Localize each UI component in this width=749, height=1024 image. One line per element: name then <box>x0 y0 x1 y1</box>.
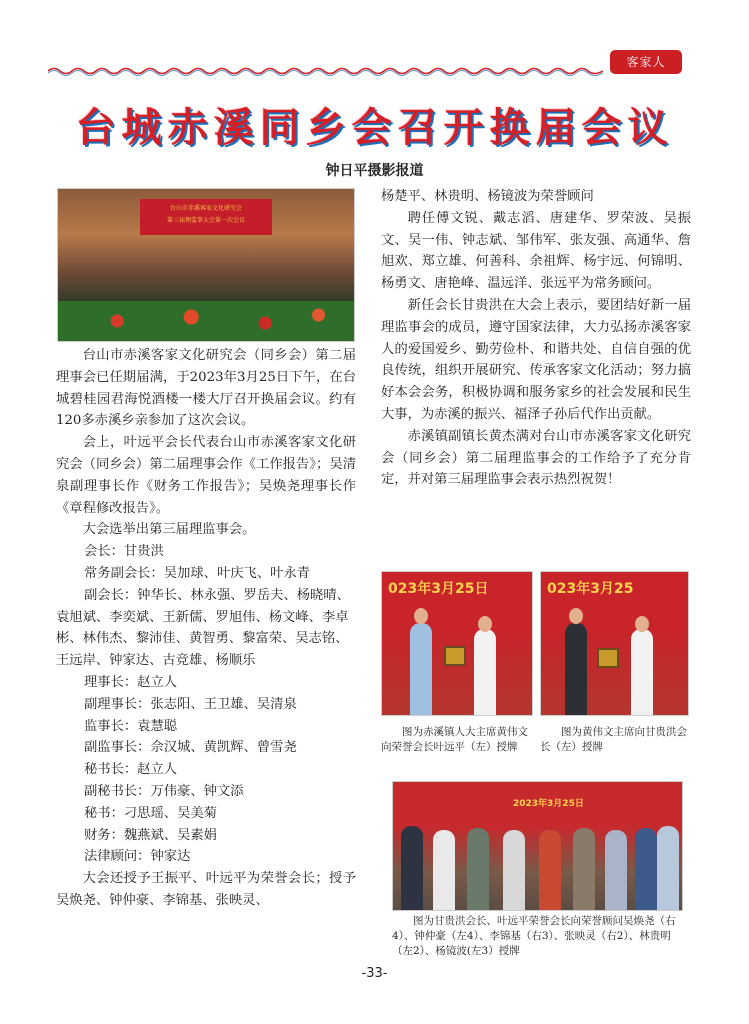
officer-line: 常务副会长：吴加球、叶庆飞、叶永青 <box>84 565 311 581</box>
paragraph: 聘任傅文锐、戴志滔、唐建华、罗荣波、吴振文、吴一伟、钟志斌、邹伟军、张友强、高通华、詹旭欢、郑立雄、何善科、余祖辉、杨宇远、何锦明、杨勇文、唐艳峰、温远洋、张远平为常务顾问。 <box>381 210 691 292</box>
award-plaque <box>444 646 466 666</box>
meeting-banner <box>140 199 272 235</box>
caption-group: 图为甘贵洪会长、叶远平荣誉会长向荣誉顾问吴焕尧（右4）、钟仲豪（左4）、李锦基（右3）、张映灵（右2）、林贵明（左2）、杨镜波(左3）授牌 <box>392 915 676 957</box>
officer-line: 副理事长：张志阳、王卫雄、吴清泉 <box>84 696 297 712</box>
caption-award-2: 图为黄伟文主席向甘贵洪会长（左）授牌 <box>540 726 687 753</box>
award-plaque <box>597 648 619 668</box>
column-tag: 客家人 <box>610 50 682 74</box>
person <box>635 828 657 910</box>
person <box>605 830 627 910</box>
flower-arrangement <box>58 301 354 341</box>
paragraph: 台山市赤溪客家文化研究会（同乡会）第二届理事会已任期届满，于2023年3月25日下午，在台城碧桂园君海悦酒楼一楼大厅召开换届会议。约有120多赤溪乡亲参加了这次会议。 <box>56 348 356 429</box>
article-byline: 钟日平摄影报道 <box>325 163 424 179</box>
paragraph: 新任会长甘贵洪在大会上表示，要团结好新一届理监事会的成员，遵守国家法律，大力弘扬赤溪客家人的爱国爱乡、勤劳俭朴、和谐共处、自信自强的优良传统，组织开展研究、传承客家文化活动；努力搞好本会会务，积极协调和服务家乡的社会发展和民生大事，为赤溪的振兴、福泽子孙后代作出贡献。 <box>381 297 691 422</box>
right-column <box>381 186 691 491</box>
award-photo-2 <box>540 571 689 716</box>
article-title: 台城赤溪同乡会召开换届会议 <box>75 105 674 151</box>
officer-line: 副秘书长：万伟豪、钟文添 <box>84 783 244 799</box>
page-number: -33- <box>361 966 388 981</box>
officer-line: 监事长：袁慧聪 <box>84 718 178 734</box>
person-head <box>414 608 428 624</box>
person <box>565 623 587 715</box>
person-head <box>478 616 492 632</box>
caption-award-1: 图为赤溪镇人大主席黄伟文向荣誉会长叶远平（左）授牌 <box>381 726 528 753</box>
paragraph: 会上，叶远平会长代表台山市赤溪客家文化研究会（同乡会）第二届理事会作《工作报告》；吴清泉副理事长作《财务工作报告》；吴焕尧理事长作《章程修改报告》。 <box>56 435 356 516</box>
officer-list-wrap: 袁旭斌、李奕斌、王新儒、罗旭伟、杨文峰、李卓彬、林伟杰、黎沛佳、黄智勇、黎富荣、吴志铭、王远岸、钟家达、古竞雄、杨顺乐 <box>56 609 349 669</box>
paragraph: 赤溪镇副镇长黄杰满对台山市赤溪客家文化研究会（同乡会）第二届理监事会的工作给予了充分肯定，并对第三届理监事会表示热烈祝贺！ <box>381 428 691 488</box>
person <box>410 623 432 715</box>
photo-date-text: 023年3月25日 <box>388 581 489 597</box>
paragraph: 大会选举出第三届理监事会。 <box>82 522 256 538</box>
banner-line-1: 台山市赤溪客家文化研究会 <box>169 205 242 212</box>
award-photo-1 <box>381 571 533 716</box>
officer-line: 副会长：钟华长、林永强、罗岳夫、杨晓晴、 <box>84 587 350 603</box>
person <box>573 828 595 910</box>
person <box>474 629 496 715</box>
person <box>433 830 455 910</box>
person-head <box>635 616 649 632</box>
person <box>539 830 561 910</box>
person-head <box>569 608 583 624</box>
person <box>503 830 525 910</box>
person <box>401 826 423 910</box>
person <box>467 828 489 910</box>
officer-line: 财务：魏燕斌、吴素娟 <box>84 827 217 843</box>
group-photo <box>392 781 683 911</box>
officer-line: 副监事长：佘汉城、黄凯辉、曾雪尧 <box>84 740 297 756</box>
paragraph: 大会还授予王振平、叶远平为荣誉会长；授予吴焕尧、钟仲豪、李锦基、张映灵、 <box>56 871 356 908</box>
officer-line: 会长：甘贵洪 <box>84 544 164 560</box>
person <box>657 826 679 910</box>
officer-line: 理事长：赵立人 <box>84 674 178 690</box>
banner-line-2: 第三届理监事大会第一次会议 <box>166 217 245 224</box>
officer-line: 秘书长：赵立人 <box>84 762 178 778</box>
meeting-photo <box>57 188 355 342</box>
officer-line: 法律顾问：钟家达 <box>84 849 191 865</box>
left-column <box>56 345 356 912</box>
photo-date-text: 023年3月25 <box>547 581 634 597</box>
person <box>631 629 653 715</box>
decorative-wave-rule <box>48 66 603 76</box>
officer-line: 秘书：刁思瑶、吴美菊 <box>84 805 217 821</box>
photo-date-text: 2023年3月25日 <box>513 799 584 809</box>
paragraph-continued: 杨楚平、林贵明、杨镜波为荣誉顾问 <box>381 189 594 204</box>
